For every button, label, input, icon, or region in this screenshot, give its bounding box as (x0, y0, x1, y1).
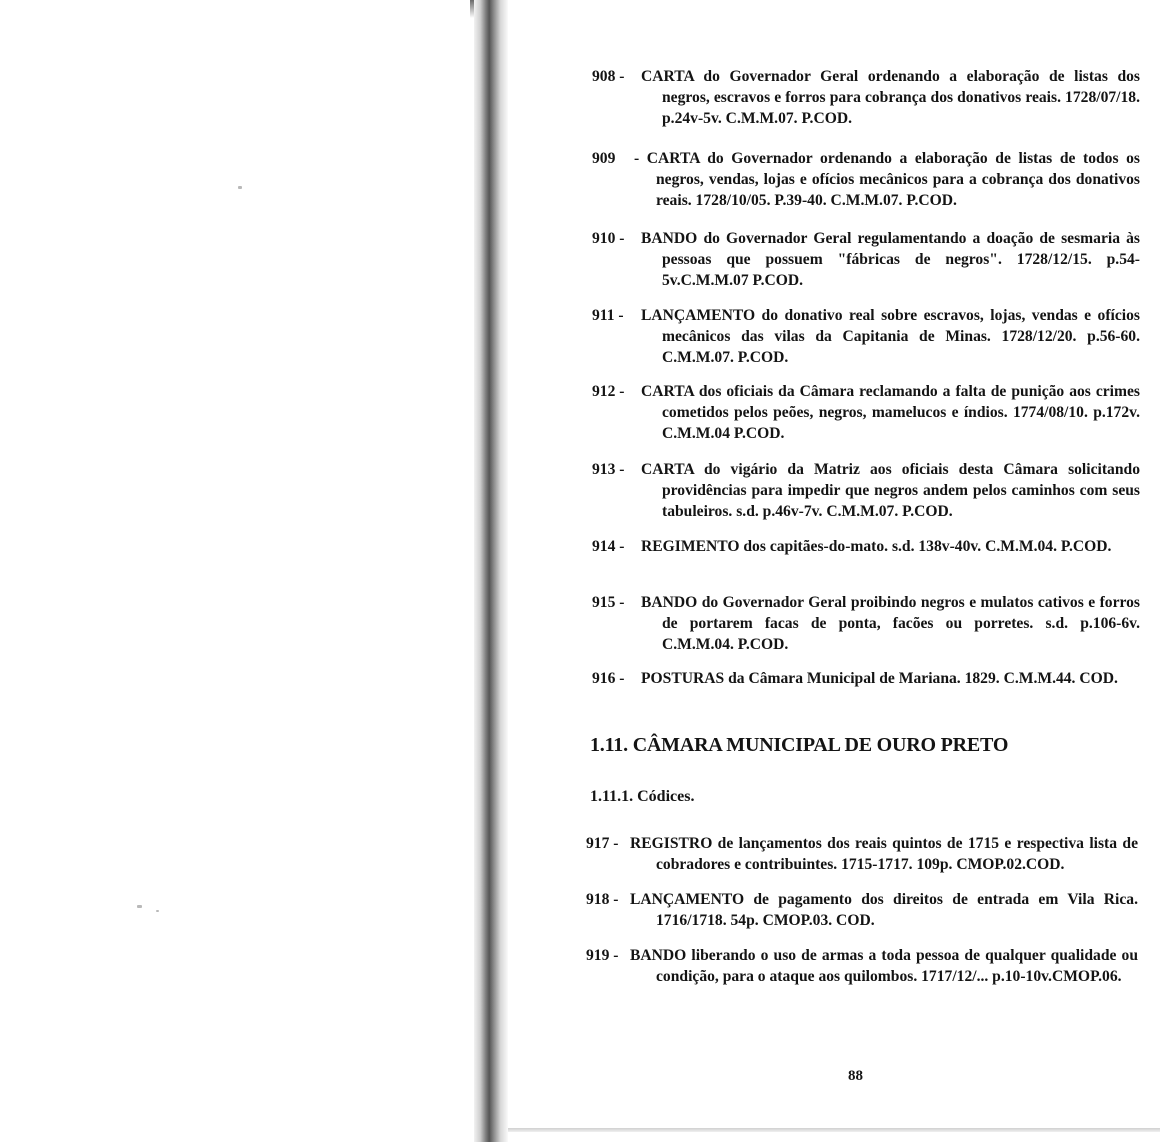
entry-text: BANDO do Governador Geral proibindo negros e mulatos cativos e forros de portarem facas de ponta, facões ou porretes. s.d. p.106-6v. C.M.M.04. P.COD. (641, 594, 1140, 653)
catalog-entry-908 (592, 66, 1140, 129)
entry-number: 908 - (592, 68, 625, 85)
entry-text: CARTA do Governador Geral ordenando a elaboração de listas dos negros, escravos e forros para cobrança dos donativos reais. 1728/07/18. p.24v-5v. C.M.M.07. P.COD. (641, 68, 1140, 127)
entry-text: REGIMENTO dos capitães-do-mato. s.d. 138v-40v. C.M.M.04. P.COD. (641, 538, 1112, 555)
entry-number: 918 - (586, 891, 619, 908)
catalog-entry-909 (592, 148, 1140, 211)
entry-number: 913 - (592, 461, 625, 478)
entry-text: REGISTRO de lançamentos dos reais quintos de 1715 e respectiva lista de cobradores e contribuintes. 1715-1717. 109p. CMOP.02.COD. (630, 835, 1138, 873)
catalog-entry-919 (586, 945, 1138, 987)
entry-text: - CARTA do Governador ordenando a elaboração de listas de todos os negros, vendas, lojas e ofícios mecânicos para a cobrança dos donativos reais. 1728/10/05. P.39-40. C.M.M.07. P.COD. (634, 150, 1140, 209)
subsection-heading: 1.11.1. Códices. (590, 788, 695, 805)
entry-number: 909 (592, 150, 616, 167)
entry-text: CARTA do vigário da Matriz aos oficiais desta Câmara solicitando providências para impedir que negros andem pelos caminhos com seus tabuleiros. s.d. p.46v-7v. C.M.M.07. P.COD. (641, 461, 1140, 520)
catalog-entry-910 (592, 228, 1140, 291)
entry-number: 915 - (592, 594, 625, 611)
catalog-entry-915 (592, 592, 1140, 655)
entry-text: LANÇAMENTO do donativo real sobre escravos, lojas, vendas e ofícios mecânicos das vilas da Capitania de Minas. 1728/12/20. p.56-60. C.M.M.07. P.COD. (641, 307, 1140, 366)
entry-number: 912 - (592, 383, 625, 400)
page-number: 88 (848, 1068, 863, 1084)
entry-text: LANÇAMENTO de pagamento dos direitos de entrada em Vila Rica. 1716/1718. 54p. CMOP.03. COD. (630, 891, 1138, 929)
catalog-entry-912 (592, 381, 1140, 444)
catalog-entry-913 (592, 459, 1140, 522)
entry-text: CARTA dos oficiais da Câmara reclamando a falta de punição aos crimes cometidos pelos peões, negros, mamelucos e índios. 1774/08/10. p.172v. C.M.M.04 P.COD. (641, 383, 1140, 442)
catalog-entry-917 (586, 833, 1138, 875)
entry-text: BANDO liberando o uso de armas a toda pessoa de qualquer qualidade ou condição, para o ataque aos quilombos. 1717/12/... p.10-10v.CMOP.06. (630, 947, 1138, 985)
paper-speck (156, 910, 159, 912)
catalog-entry-918 (586, 889, 1138, 931)
entry-number: 911 - (592, 307, 624, 324)
section-heading: 1.11. CÂMARA MUNICIPAL DE OURO PRETO (590, 734, 1009, 756)
entry-text: POSTURAS da Câmara Municipal de Mariana. 1829. C.M.M.44. COD. (641, 670, 1118, 687)
entry-number: 916 - (592, 670, 625, 687)
catalog-entry-911 (592, 305, 1140, 368)
entry-text: BANDO do Governador Geral regulamentando a doação de sesmaria às pessoas que possuem "fábricas de negros". 1728/12/15. p.54-5v.C.M.M.07 P.COD. (641, 230, 1140, 289)
book-spine-gutter (474, 0, 508, 1142)
catalog-entry-914 (592, 536, 1140, 557)
page-bottom-edge (508, 1128, 1160, 1132)
entry-number: 910 - (592, 230, 625, 247)
catalog-entry-916 (592, 668, 1140, 689)
paper-speck (137, 905, 142, 908)
entry-number: 914 - (592, 538, 625, 555)
paper-speck (238, 186, 242, 189)
entry-number: 919 - (586, 947, 619, 964)
entry-number: 917 - (586, 835, 619, 852)
left-blank-page (0, 0, 478, 1142)
